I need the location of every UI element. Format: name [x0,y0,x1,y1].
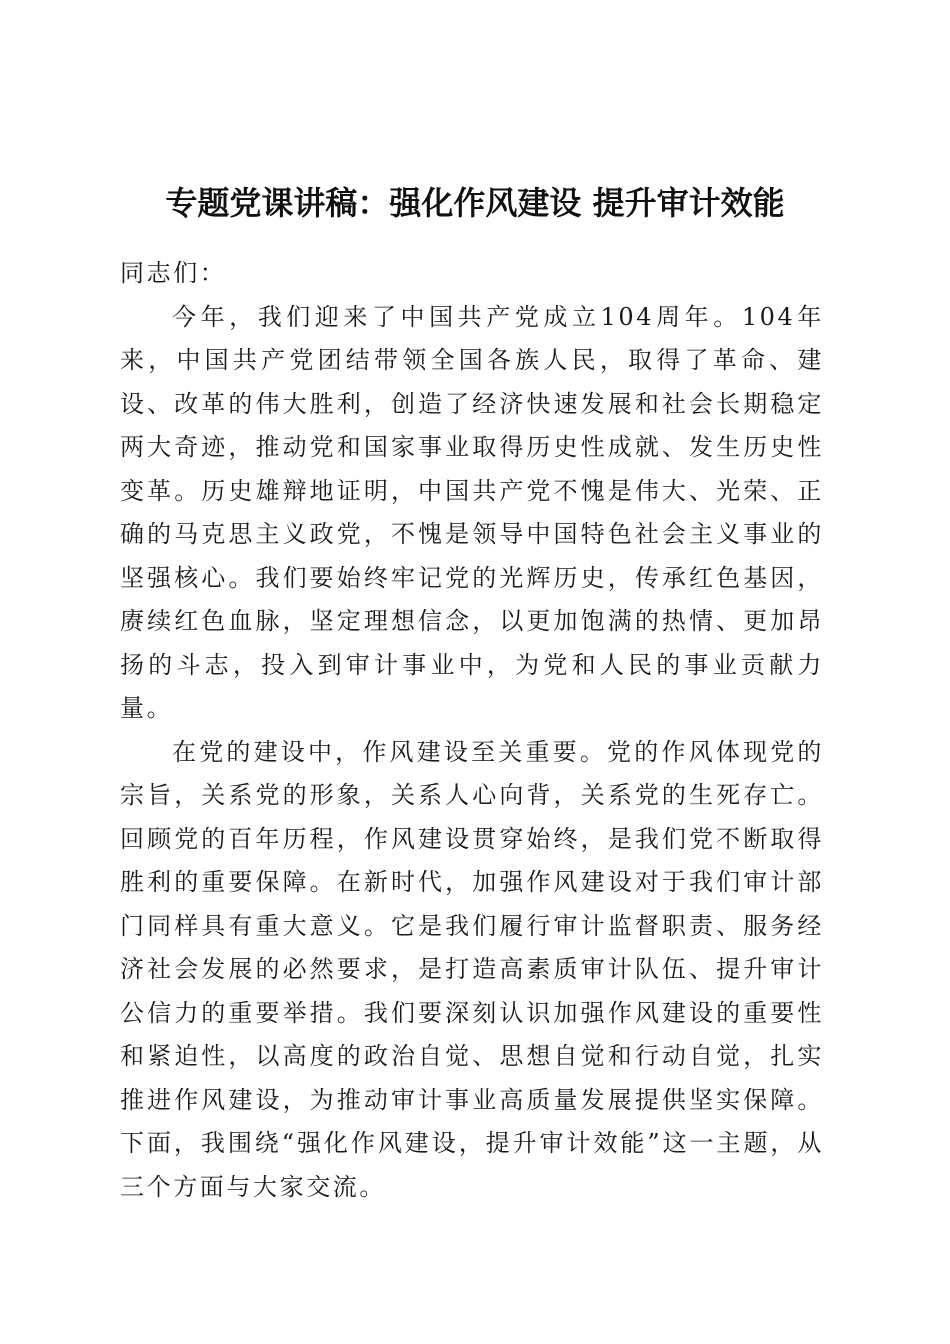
document-title: 专题党课讲稿：强化作风建设 提升审计效能 [165,184,785,222]
paragraph-1: 今年，我们迎来了中国共产党成立104周年。104年来，中国共产党团结带领全国各族人民，取得了革命、建设、改革的伟大胜利，创造了经济快速发展和社会长期稳定两大奇迹，推动党和国家事业取得历史性成就、发生历史性变革。历史雄辩地证明，中国共产党不愧是伟大、光荣、正确的马克思主义政党，不愧是领导中国特色社会主义事业的坚强核心。我们要始终牢记党的光辉历史，传承红色基因，赓续红色血脉，坚定理想信念，以更加饱满的热情、更加昂扬的斗志，投入到审计事业中，为党和人民的事业贡献力量。 [120,302,824,722]
salutation: 同志们： [120,259,227,287]
paragraph-2: 在党的建设中，作风建设至关重要。党的作风体现党的宗旨，关系党的形象，关系人心向背，关系党的生死存亡。回顾党的百年历程，作风建设贯穿始终，是我们党不断取得胜利的重要保障。在新时代，加强作风建设对于我们审计部门同样具有重大意义。它是我们履行审计监督职责、服务经济社会发展的必然要求，是打造高素质审计队伍、提升审计公信力的重要举措。我们要深刻认识加强作风建设的重要性和紧迫性，以高度的政治自觉、思想自觉和行动自觉，扎实推进作风建设，为推动审计事业高质量发展提供坚实保障。下面，我围绕“强化作风建设，提升审计效能”这一主题，从三个方面与大家交流。 [120,737,824,1201]
document-body [120,252,824,1209]
